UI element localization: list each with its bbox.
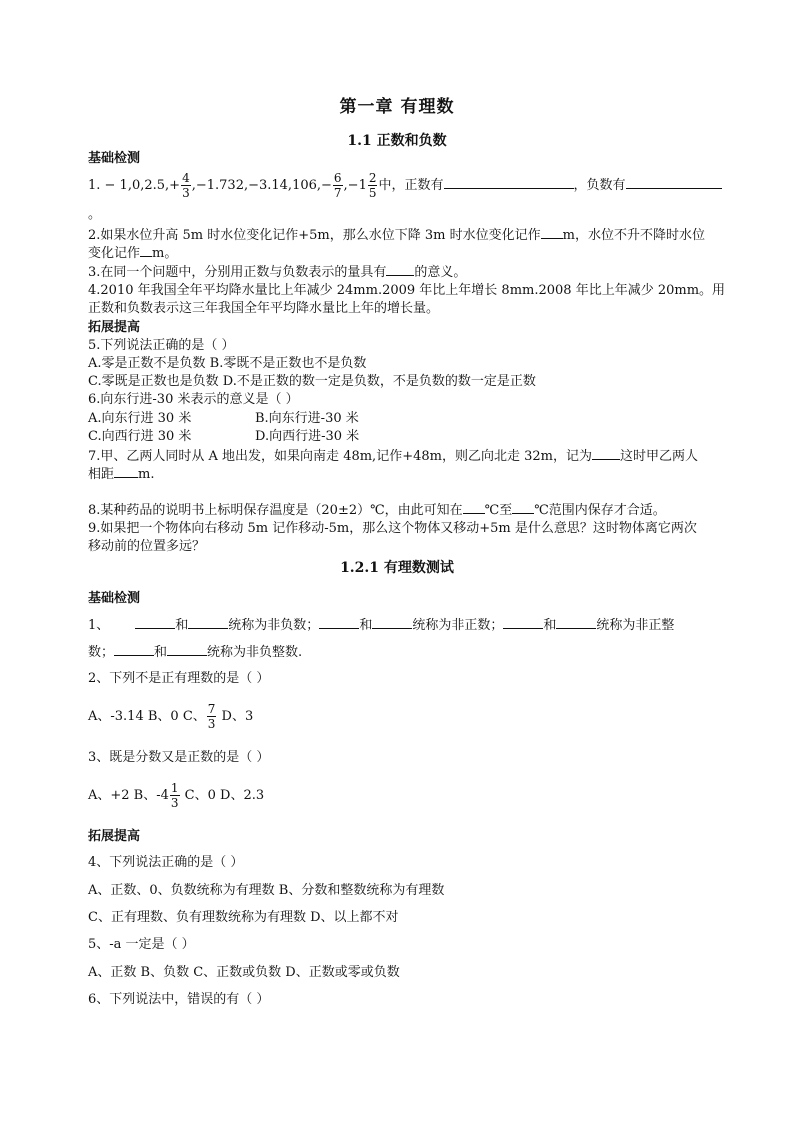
section-heading-1-2-1: 1.2.1 有理数测试 (340, 560, 454, 576)
q1-end: 。 (88, 207, 102, 222)
answer-blank[interactable] (114, 643, 154, 656)
q1-and: 和 (154, 645, 168, 660)
q2-text-a: 2.如果水位升高 5m 时水位变化记作+5m，那么水位下降 3m 时水位变化记作 (88, 228, 541, 243)
q7-text-d: m. (138, 467, 155, 482)
q2-options-a: A、-3.14 B、0 C、 (88, 709, 206, 724)
answer-blank[interactable] (626, 176, 722, 189)
question-1-1-2-cont (88, 244, 177, 263)
answer-blank[interactable] (114, 465, 138, 478)
question-1-2-6: 6、下列说法中，错误的有（ ） (88, 992, 270, 1007)
frac-den: 3 (207, 717, 216, 731)
extension-label-2: 拓展提高 (88, 829, 141, 844)
question-1-1-6: 6.向东行进-30 米表示的意义是（ ） (88, 392, 299, 407)
q3-options (88, 776, 264, 816)
q2-options (88, 697, 253, 737)
q1-line2-a: 数； (88, 645, 115, 660)
extension-label: 拓展提高 (88, 320, 141, 335)
fraction-4-3 (181, 171, 191, 200)
q4-options-ab: A、正数、0、负数统称为有理数 B、分数和整数统称为有理数 (88, 883, 445, 898)
question-1-1-9: 9.如果把一个物体向右移动 5m 记作移动-5m，那么这个物体又移动+5m 是什么意思？这时物体离它两次 (88, 521, 697, 536)
basic-check-label-2: 基础检测 (88, 591, 141, 606)
answer-blank[interactable] (463, 501, 485, 514)
answer-blank[interactable] (386, 263, 414, 276)
question-1-2-5: 5、-a 一定是（ ） (88, 937, 195, 952)
q6-option-d: D.向西行进-30 米 (255, 429, 360, 444)
q1-text-post2: ，负数有 (573, 178, 626, 193)
frac-den: 3 (182, 186, 190, 200)
question-1-1-2 (88, 226, 705, 245)
fraction-2-5 (368, 171, 378, 200)
answer-blank[interactable] (140, 244, 152, 257)
question-1-2-3: 3、既是分数又是正数的是（ ） (88, 750, 270, 765)
frac-den: 7 (333, 186, 342, 200)
q7-text-b: 这时甲乙两人 (619, 449, 698, 464)
q1-text-post: 中，正数有 (378, 178, 444, 193)
frac-num: 1 (170, 781, 179, 795)
answer-blank[interactable] (167, 643, 207, 656)
q3-options-b: C、0 D、2.3 (180, 788, 265, 803)
q1-t1: 统称为非负数； (228, 618, 320, 633)
q7-text-c: 相距 (88, 467, 115, 482)
q1-t2: 统称为非正数； (412, 618, 504, 633)
question-1-2-1 (88, 616, 674, 635)
q2-text-c: 变化记作 (88, 246, 141, 261)
answer-blank[interactable] (135, 616, 175, 629)
basic-check-label: 基础检测 (88, 151, 141, 166)
answer-blank[interactable] (188, 616, 228, 629)
q2-options-d: D、3 (217, 709, 254, 724)
q8-text-b: ℃至 (484, 503, 513, 518)
q1-text-mid2: ,−1 (343, 178, 367, 193)
q8-text-a: 8.某种药品的说明书上标明保存温度是（20±2）℃，由此可知在 (88, 503, 463, 518)
fraction-6-7 (333, 171, 343, 200)
q5-options: A、正数 B、负数 C、正数或负数 D、正数或零或负数 (88, 965, 400, 980)
q7-text-a: 7.甲、乙两人同时从 A 地出发，如果向南走 48m,记作+48m，则乙向北走 32m，记为 (88, 449, 592, 464)
chapter-title: 第一章 有理数 (339, 97, 455, 117)
q2-text-d: m。 (152, 246, 178, 261)
answer-blank[interactable] (319, 616, 359, 629)
q1-text-pre: 1. − 1,0,2.5,+ (88, 178, 181, 193)
answer-blank[interactable] (592, 447, 620, 460)
question-1-1-7-cont (88, 465, 154, 484)
question-1-2-4: 4、下列说法正确的是（ ） (88, 855, 244, 870)
fraction-7-3 (207, 702, 217, 731)
section-heading-1-1: 1.1 正数和负数 (347, 133, 447, 149)
q6-option-a: A.向东行进 30 米 (88, 411, 192, 426)
question-1-1-9-cont: 移动前的位置多远？ (88, 539, 206, 554)
question-1-1-7 (88, 447, 698, 466)
q4-options-cd: C、正有理数、负有理数统称为有理数 D、以上都不对 (88, 910, 399, 925)
question-1-1-5: 5.下列说法正确的是（ ） (88, 338, 235, 353)
q1-text-mid: ,−1.732,−3.14,106,− (191, 178, 332, 193)
q1-number: 1、 (88, 618, 110, 633)
answer-blank[interactable] (503, 616, 543, 629)
question-1-1-1 (88, 168, 722, 204)
frac-num: 6 (333, 171, 342, 185)
q6-option-c: C.向西行进 30 米 (88, 429, 192, 444)
question-1-2-1-cont (88, 643, 302, 662)
q3-options-a: A、+2 B、-4 (88, 788, 169, 803)
q5-options-ab: A.零是正数不是负数 B.零既不是正数也不是负数 (88, 356, 367, 371)
q1-and: 和 (359, 618, 373, 633)
q3-text-a: 3.在同一个问题中，分别用正数与负数表示的量具有 (88, 265, 387, 280)
frac-den: 5 (368, 186, 377, 200)
q3-text-b: 的意义。 (414, 265, 467, 280)
question-1-1-4-cont: 正数和负数表示这三年我国全年平均降水量比上年的增长量。 (88, 301, 440, 316)
q6-option-b: B.向东行进-30 米 (255, 411, 359, 426)
frac-num: 4 (182, 171, 190, 185)
frac-num: 2 (368, 171, 377, 185)
question-1-1-8 (88, 501, 666, 520)
q1-and: 和 (543, 618, 557, 633)
answer-blank[interactable] (541, 226, 563, 239)
answer-blank[interactable] (372, 616, 412, 629)
question-1-1-3 (88, 263, 466, 282)
answer-blank[interactable] (512, 501, 534, 514)
q2-text-b: m，水位不升不降时水位 (562, 228, 705, 243)
question-1-1-4: 4.2010 年我国全年平均降水量比上年减少 24mm.2009 年比上年增长 8mm.2008 年比上年减少 20mm。用 (88, 283, 726, 298)
fraction-1-3 (170, 781, 180, 810)
answer-blank[interactable] (556, 616, 596, 629)
q1-and: 和 (175, 618, 189, 633)
frac-den: 3 (170, 796, 179, 810)
answer-blank[interactable] (444, 176, 574, 189)
question-1-2-2: 2、下列不是正有理数的是（ ） (88, 671, 270, 686)
q8-text-c: ℃范围内保存才合适。 (534, 503, 666, 518)
q5-options-cd: C.零既是正数也是负数 D.不是正数的数一定是负数，不是负数的数一定是正数 (88, 374, 536, 389)
q1-t4: 统称为非负整数. (207, 645, 303, 660)
frac-num: 7 (207, 702, 216, 716)
q1-t3: 统称为非正整 (596, 618, 675, 633)
